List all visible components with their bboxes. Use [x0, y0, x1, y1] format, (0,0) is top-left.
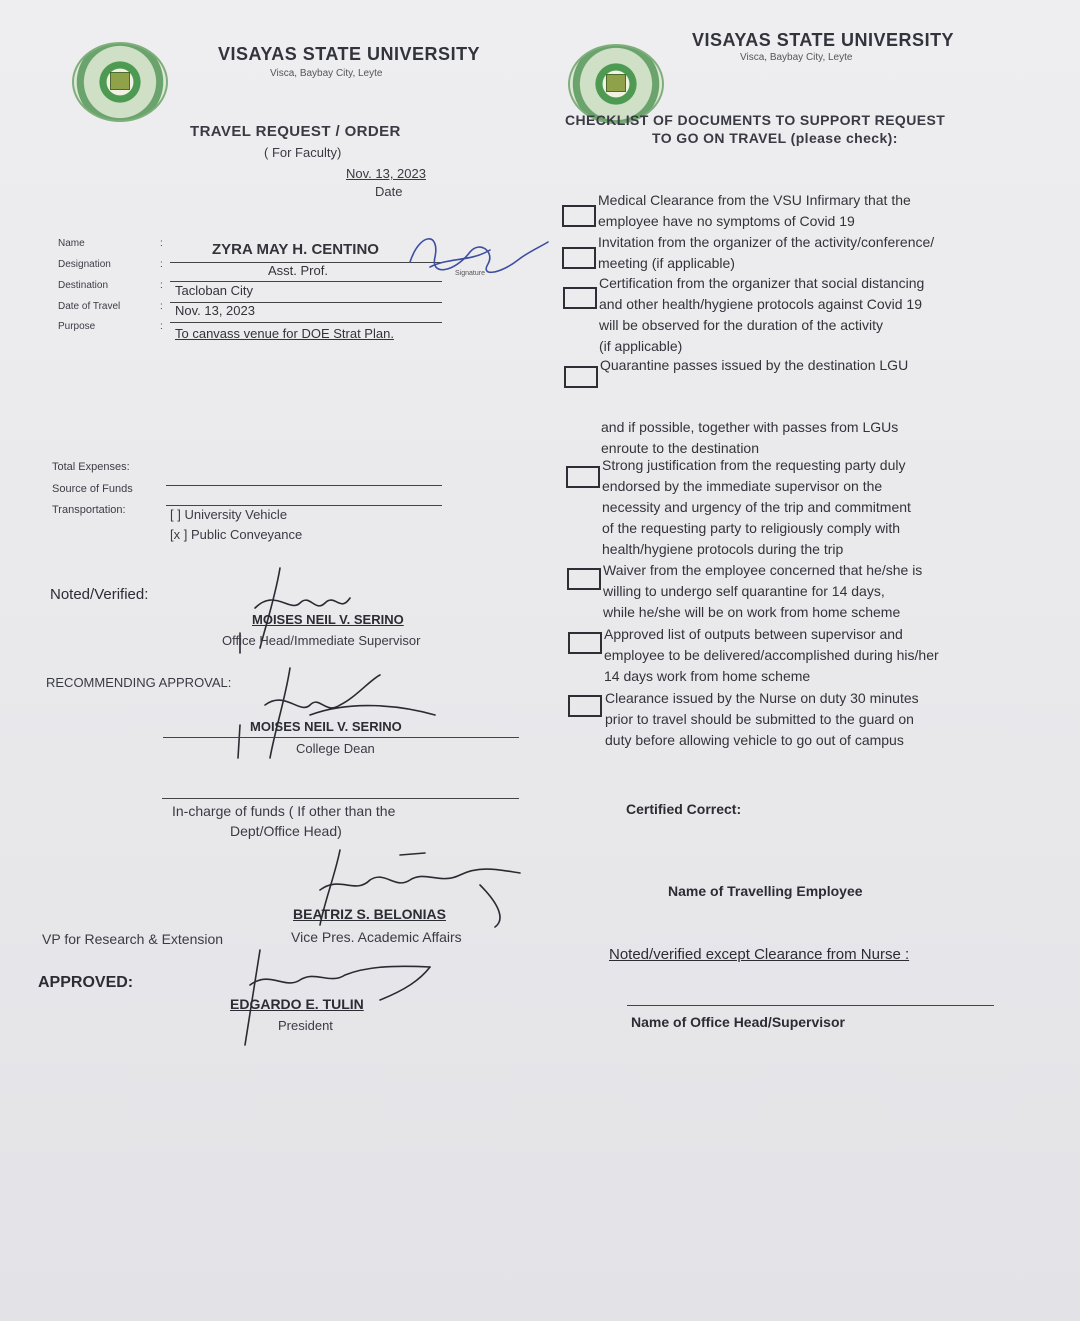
checklist-item-lgu-passes [601, 417, 898, 459]
checkbox-medical-clearance[interactable] [562, 205, 596, 227]
signature-label: Signature [455, 270, 485, 277]
checkbox-strong-justification[interactable] [566, 466, 600, 488]
checklist-line: 14 days work from home scheme [604, 668, 811, 684]
checklist-line: Waiver from the employee concerned that he/she is [603, 562, 923, 578]
checklist-title-line1: CHECKLIST OF DOCUMENTS TO SUPPORT REQUEST [565, 112, 946, 128]
checklist-line: will be observed for the duration of the activity [599, 317, 884, 333]
transport-option-public-conveyance: [x ] Public Conveyance [170, 527, 303, 542]
checklist-line: duty before allowing vehicle to go out of campus [605, 732, 904, 748]
vp-research-extension-label: VP for Research & Extension [42, 931, 224, 947]
checkbox-nurse-clearance[interactable] [568, 695, 602, 717]
office-head-label: Name of Office Head/Supervisor [631, 1014, 845, 1030]
field-value-name: ZYRA MAY H. CENTINO [212, 241, 379, 258]
field-colon: : [160, 238, 163, 249]
checklist-line: of the requesting party to religiously comply with [602, 520, 901, 536]
transport-option-university-vehicle: [ ] University Vehicle [170, 507, 288, 522]
checklist-line: employee have no symptoms of Covid 19 [598, 213, 855, 229]
noted-verified-label: Noted/Verified: [50, 586, 149, 603]
noted-signatory-position: Office Head/Immediate Supervisor [222, 633, 421, 648]
source-of-funds-label: Source of Funds [52, 483, 133, 495]
checklist-line: Clearance issued by the Nurse on duty 30 minutes [605, 690, 919, 706]
incharge-funds-line [162, 798, 519, 799]
checklist-line: Strong justification from the requesting party duly [602, 457, 906, 473]
checkbox-invitation[interactable] [562, 247, 596, 269]
form-subtitle: ( For Faculty) [264, 145, 342, 160]
checklist-line: employee to be delivered/accomplished during his/her [604, 647, 939, 663]
recommending-approval-label: RECOMMENDING APPROVAL: [46, 675, 232, 690]
left-university-name: VISAYAS STATE UNIVERSITY [218, 44, 481, 64]
checklist-item-medical-clearance [598, 190, 911, 232]
checkbox-approved-outputs[interactable] [568, 632, 602, 654]
left-university-address: Visca, Baybay City, Leyte [270, 68, 383, 79]
vp-name: BEATRIZ S. BELONIAS [293, 906, 446, 922]
field-label-designation: Designation [58, 259, 111, 270]
checklist-item-quarantine-passes [600, 355, 908, 376]
checklist-line: Invitation from the organizer of the activity/conference/ [598, 234, 935, 250]
checklist-item-approved-outputs [604, 624, 939, 687]
right-university-name: VISAYAS STATE UNIVERSITY [692, 30, 955, 50]
president-name: EDGARDO E. TULIN [230, 996, 364, 1012]
checklist-line: meeting (if applicable) [598, 255, 735, 271]
checklist-item-strong-justification [602, 455, 911, 560]
approved-label: APPROVED: [38, 974, 134, 991]
checklist-item-certification [599, 273, 924, 357]
field-label-date-of-travel: Date of Travel [58, 301, 121, 312]
source-of-funds-line [166, 505, 442, 506]
right-university-address: Visca, Baybay City, Leyte [740, 52, 853, 63]
checklist-line: (if applicable) [599, 338, 683, 354]
checklist-line: endorsed by the immediate supervisor on the [602, 478, 883, 494]
form-date-value: Nov. 13, 2023 [346, 166, 426, 181]
university-seal-left [72, 42, 168, 122]
checklist-line: Approved list of outputs between supervisor and [604, 626, 903, 642]
checkbox-waiver[interactable] [567, 568, 601, 590]
checklist-line: while he/she will be on work from home scheme [603, 604, 901, 620]
recommending-signatory-position: College Dean [296, 741, 375, 756]
checklist-line: Certification from the organizer that social distancing [599, 275, 925, 291]
field-colon: : [160, 259, 163, 270]
total-expenses-line [166, 485, 442, 486]
checklist-line: and other health/hygiene protocols against Covid 19 [599, 296, 922, 312]
field-colon: : [160, 321, 163, 332]
total-expenses-label: Total Expenses: [52, 461, 130, 473]
checklist-title-line2: TO GO ON TRAVEL (please check): [652, 130, 898, 146]
recommending-signature-line [163, 737, 519, 738]
applicant-signature [400, 222, 550, 292]
field-colon: : [160, 280, 163, 291]
form-title: TRAVEL REQUEST / ORDER [190, 123, 401, 140]
checklist-line: Medical Clearance from the VSU Infirmary that the [598, 192, 911, 208]
field-colon: : [160, 301, 163, 312]
checklist-line: prior to travel should be submitted to the guard on [605, 711, 914, 727]
checklist-line: and if possible, together with passes from LGUs [601, 419, 899, 435]
incharge-funds-label-line1: In-charge of funds ( If other than the [172, 803, 396, 819]
field-label-name: Name [58, 238, 85, 249]
president-position: President [278, 1018, 333, 1033]
checkbox-quarantine-passes[interactable] [564, 366, 598, 388]
field-value-date-of-travel: Nov. 13, 2023 [175, 303, 255, 318]
noted-except-nurse-label: Noted/verified except Clearance from Nurse : [609, 946, 910, 963]
certified-correct-label: Certified Correct: [626, 801, 742, 817]
checklist-item-invitation [598, 232, 934, 274]
field-value-destination: Tacloban City [175, 283, 254, 298]
field-line-date-of-travel [170, 322, 442, 323]
checklist-line: health/hygiene protocols during the trip [602, 541, 844, 557]
recommending-signatory-name: MOISES NEIL V. SERINO [250, 719, 402, 734]
checklist-item-waiver [603, 560, 922, 623]
checklist-line: enroute to the destination [601, 440, 760, 456]
checklist-line: necessity and urgency of the trip and commitment [602, 499, 911, 515]
form-date-label: Date [375, 184, 403, 199]
noted-signatory-name: MOISES NEIL V. SERINO [252, 612, 404, 627]
transportation-label: Transportation: [52, 504, 126, 516]
checklist-item-nurse-clearance [605, 688, 919, 751]
field-value-designation: Asst. Prof. [268, 263, 328, 278]
field-value-purpose: To canvass venue for DOE Strat Plan. [175, 326, 394, 341]
incharge-funds-label-line2: Dept/Office Head) [230, 823, 342, 839]
checklist-line: willing to undergo self quarantine for 14 days, [603, 583, 885, 599]
travelling-employee-label: Name of Travelling Employee [668, 883, 863, 899]
field-label-destination: Destination [58, 280, 109, 291]
checklist-line: Quarantine passes issued by the destination LGU [600, 357, 909, 373]
checkbox-certification[interactable] [563, 287, 597, 309]
field-label-purpose: Purpose [58, 321, 96, 332]
office-head-signature-line [627, 1005, 994, 1006]
vp-position: Vice Pres. Academic Affairs [291, 929, 462, 945]
